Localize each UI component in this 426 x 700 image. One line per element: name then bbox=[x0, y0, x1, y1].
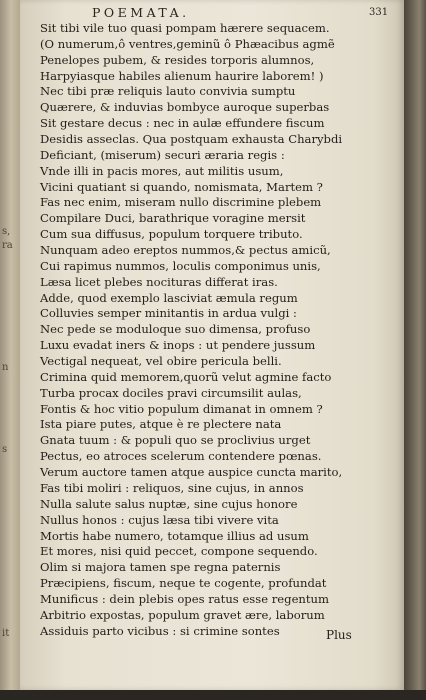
poem-text bbox=[40, 21, 390, 640]
verse-line: Arbitrio expostas, populum gravet ære, laborum bbox=[40, 607, 325, 622]
bottom-shadow bbox=[0, 690, 426, 700]
verse-line: Vnde illi in pacis mores, aut militis usum, bbox=[40, 163, 284, 178]
verse-line: Nec tibi præ reliquis lauto convivia sumptu bbox=[40, 84, 296, 99]
verse-line: Verum auctore tamen atque auspice cuncta marito, bbox=[40, 465, 343, 480]
verse-line: Nulla salute salus nuptæ, sine cujus honore bbox=[40, 496, 298, 511]
verse-line: Munificus : dein plebis opes ratus esse regentum bbox=[40, 591, 330, 606]
verse-line: Vicini quatiant si quando, nomismata, Martem ? bbox=[40, 179, 323, 194]
verse-line: Cum sua diffusus, populum torquere tributo. bbox=[40, 227, 303, 242]
verse-line: Turba procax dociles pravi circumsilit aulas, bbox=[40, 385, 302, 400]
verse-line: Adde, quod exemplo lasciviat æmula regum bbox=[40, 290, 298, 305]
margin-fragment: ra bbox=[2, 240, 13, 251]
page-fore-edge bbox=[404, 0, 426, 700]
verse-line: Luxu evadat iners & inops : ut pendere jussum bbox=[40, 338, 316, 353]
verse-line: Deficiant, (miserum) securi æraria regis : bbox=[40, 147, 285, 162]
verse-line: Compilare Duci, barathrique voragine mersit bbox=[40, 211, 306, 226]
verse-line: Fontis & hoc vitio populum dimanat in omnem ? bbox=[40, 401, 323, 416]
verse-line: Crimina quid memorem,quorũ velut agmine facto bbox=[40, 369, 332, 384]
verse-line: Fas nec enim, miseram nullo discrimine plebem bbox=[40, 195, 322, 210]
running-head: POEMATA. bbox=[92, 5, 190, 20]
verse-line: Penelopes pubem, & resides torporis alumnos, bbox=[40, 52, 315, 67]
verse-line: Nec pede se moduloque suo dimensa, profuso bbox=[40, 322, 311, 337]
verse-line: Nullus honos : cujus læsa tibi vivere vita bbox=[40, 512, 279, 527]
verse-line: Olim si majora tamen spe regna paternis bbox=[40, 560, 281, 575]
verse-line: Assiduis parto vicibus : si crimine sontes bbox=[40, 623, 280, 638]
verse-line: Cui rapimus nummos, loculis componimus unis, bbox=[40, 258, 321, 273]
verse-line: Et mores, nisi quid peccet, compone sequendo. bbox=[40, 544, 318, 559]
verse-line: Quærere, & induvias bombyce auroque superbas bbox=[40, 100, 330, 115]
verse-line: Præcipiens, fiscum, neque te cogente, profundat bbox=[40, 576, 327, 591]
verse-line: Sit tibi vile tuo quasi pompam hærere sequacem. bbox=[40, 21, 330, 35]
verse-line: Læsa licet plebes nocituras differat iras. bbox=[40, 274, 278, 289]
page-number: 331 bbox=[369, 7, 389, 18]
verse-line: Fas tibi moliri : reliquos, sine cujus, in annos bbox=[40, 480, 304, 495]
verse-line: Pectus, eo atroces scelerum contendere pœnas. bbox=[40, 449, 322, 464]
margin-fragment: n bbox=[2, 362, 9, 373]
verse-line: Nunquam adeo ereptos nummos,& pectus amicũ, bbox=[40, 243, 331, 258]
margin-fragment: s, bbox=[2, 226, 11, 237]
verse-line: Harpyiasque habiles alienum haurire laborem! ) bbox=[40, 68, 324, 83]
verse-line: Ista piare putes, atque è re plectere nata bbox=[40, 417, 282, 432]
verse-line: Mortis habe numero, totamque illius ad usum bbox=[40, 528, 309, 543]
margin-fragment: s bbox=[2, 444, 8, 455]
catchword: Plus bbox=[326, 628, 352, 642]
verse-line: Gnata tuum : & populi quo se proclivius urget bbox=[40, 433, 311, 448]
verse-line: Vectigal nequeat, vel obire pericula belli. bbox=[40, 354, 282, 369]
verse-line: (O numerum,ô ventres,geminũ ô Phæacibus agmẽ bbox=[40, 36, 335, 51]
margin-fragment: it bbox=[2, 628, 10, 639]
verse-line: Sit gestare decus : nec in aulæ effundere fiscum bbox=[40, 116, 325, 131]
facing-page-edge bbox=[0, 0, 20, 700]
verse-line: Colluvies semper minitantis in ardua vulgi : bbox=[40, 306, 297, 321]
verse-line: Desidis asseclas. Qua postquam exhausta Charybdi bbox=[40, 132, 343, 147]
